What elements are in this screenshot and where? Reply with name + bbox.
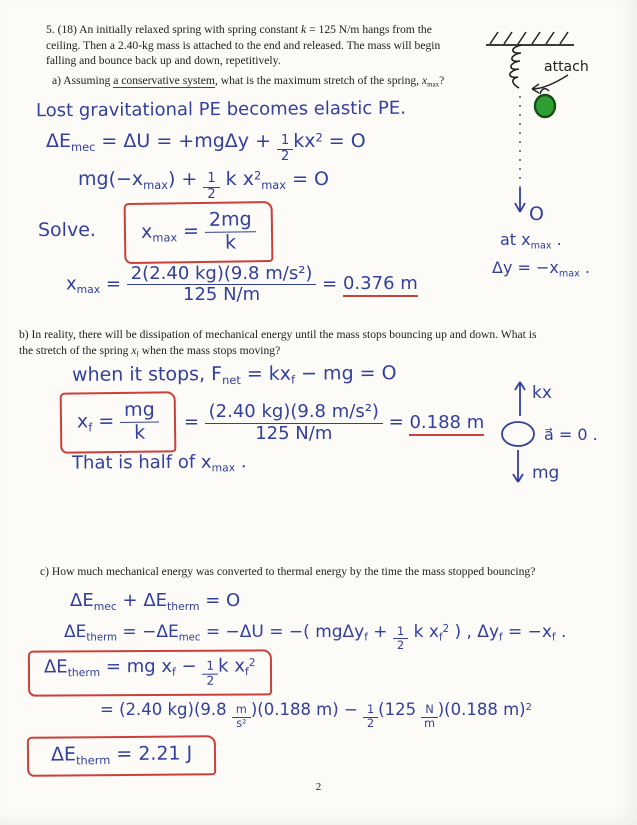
part-b-question-line: the stretch of the spring $x_f$ when the mass stops moving?	[19, 343, 281, 358]
part-a-question: a) Assuming a conservative system, what is the maximum stretch of the spring, $x_{max}$?	[52, 74, 445, 89]
solution-a-result-box	[124, 201, 274, 264]
dy-label: $\Delta y = -x_{max}$ .	[492, 258, 590, 280]
statement-line: falling and bounce back up and down, repetitively.	[46, 54, 281, 68]
part-c-question: c) How much mechanical energy was converted to thermal energy by the time the mass stopped bouncing?	[40, 565, 536, 578]
statement-line: 5. (18) An initially relaxed spring with spring constant k = 125 N/m hangs from the	[46, 23, 432, 36]
part-c-numeric-eval: = (2.40 kg)(9.8 $\frac{m}{\text{s²}}$ )(0.188 m) − $\frac{1}{2}$ (125 $\frac{N}{m}$ )(0.188 m)$^2$	[100, 700, 532, 730]
fbd-spring-force-label: kx	[532, 383, 552, 403]
spring-diagram	[482, 30, 634, 228]
attach-label: attach	[544, 59, 589, 75]
solution-a-substituted-eq: $mg(-x_{max})$ + $\frac{1}{2}$ k $x^2_{max} = O$	[78, 168, 329, 203]
part-c-answer: $\Delta E_{therm} = 2.21$ J	[27, 735, 217, 776]
statement-line: ceiling. Then a 2.40-kg mass is attached to the end and released. The mass will begin	[46, 38, 441, 52]
part-c-formula: $\Delta E_{therm}$ = mg $x_f$ − $\frac{1}{2}$ k $x_f^2$	[28, 649, 272, 696]
part-b-result-row	[60, 392, 484, 453]
fbd-accel-label: a⃗ = 0 .	[544, 425, 598, 444]
solve-label: Solve.	[38, 219, 96, 241]
fbd-mass-circle	[502, 422, 534, 446]
fbd-up-arrow-icon	[515, 382, 525, 416]
drop-arrow-icon	[515, 188, 525, 212]
part-c-energy-sum-eq: $\Delta E_{mec} + \Delta E_{therm} = O$	[70, 590, 241, 613]
part-b-question	[19, 327, 617, 358]
page-number: 2	[315, 781, 322, 793]
part-b-note: That is half of $x_{max}$ .	[71, 451, 247, 475]
ceiling-hatching	[490, 32, 568, 44]
at-max-label: at $x_{max}$ .	[500, 230, 562, 252]
fbd-down-arrow-icon	[513, 450, 523, 482]
part-b-question-line: b) In reality, there will be dissipation of mechanical energy until the mass stops bouncing up and down. What is	[19, 328, 537, 341]
solution-a-note: Lost gravitational PE becomes elastic PE.	[35, 97, 406, 122]
mass-hook	[540, 89, 549, 94]
attach-arrow-icon	[532, 75, 568, 93]
solution-a-numeric-eval: $x_{max}$ = $\frac{\text{2(2.40 kg)(9.8 m/s²)}}{125 N/m}$ = 0.376 m	[66, 263, 418, 306]
problem-statement	[46, 22, 484, 69]
origin-label: O	[529, 203, 544, 225]
part-c-answer-box	[27, 735, 217, 776]
part-c-formula-box	[28, 649, 272, 696]
fbd-weight-label: mg	[532, 463, 560, 483]
solution-a-result-formula: $x_{max}$ = $\frac{2mg}{k}$	[124, 201, 274, 264]
part-b-net-force-eq: when it stops, $F_{net} = kx_f$ − mg = O	[71, 362, 397, 388]
part-c-expanded-eq: $\Delta E_{therm} = -\Delta E_{mec} = -\Delta U$ = −( mgΔy$_f$ + $\frac{1}{2}$ k $x_f^2$ ) , $\Delta y_f = -x_f$ .	[64, 622, 567, 653]
solution-a-energy-eq: $\Delta E_{mec} = \Delta U = +mg\Delta y$ + $\frac{1}{2}$ $kx^2 = O$	[46, 130, 366, 165]
part-b-numeric-eval: = $\frac{\text{(2.40 kg)(9.8 m/s²)}}{125 N/m}$ = 0.188 m	[183, 401, 485, 444]
part-b-result-box: $x_f$ = $\frac{mg}{k}$	[60, 391, 177, 453]
spring-coil-icon	[510, 45, 522, 88]
free-body-diagram	[488, 376, 628, 488]
mass-ball	[535, 95, 555, 117]
